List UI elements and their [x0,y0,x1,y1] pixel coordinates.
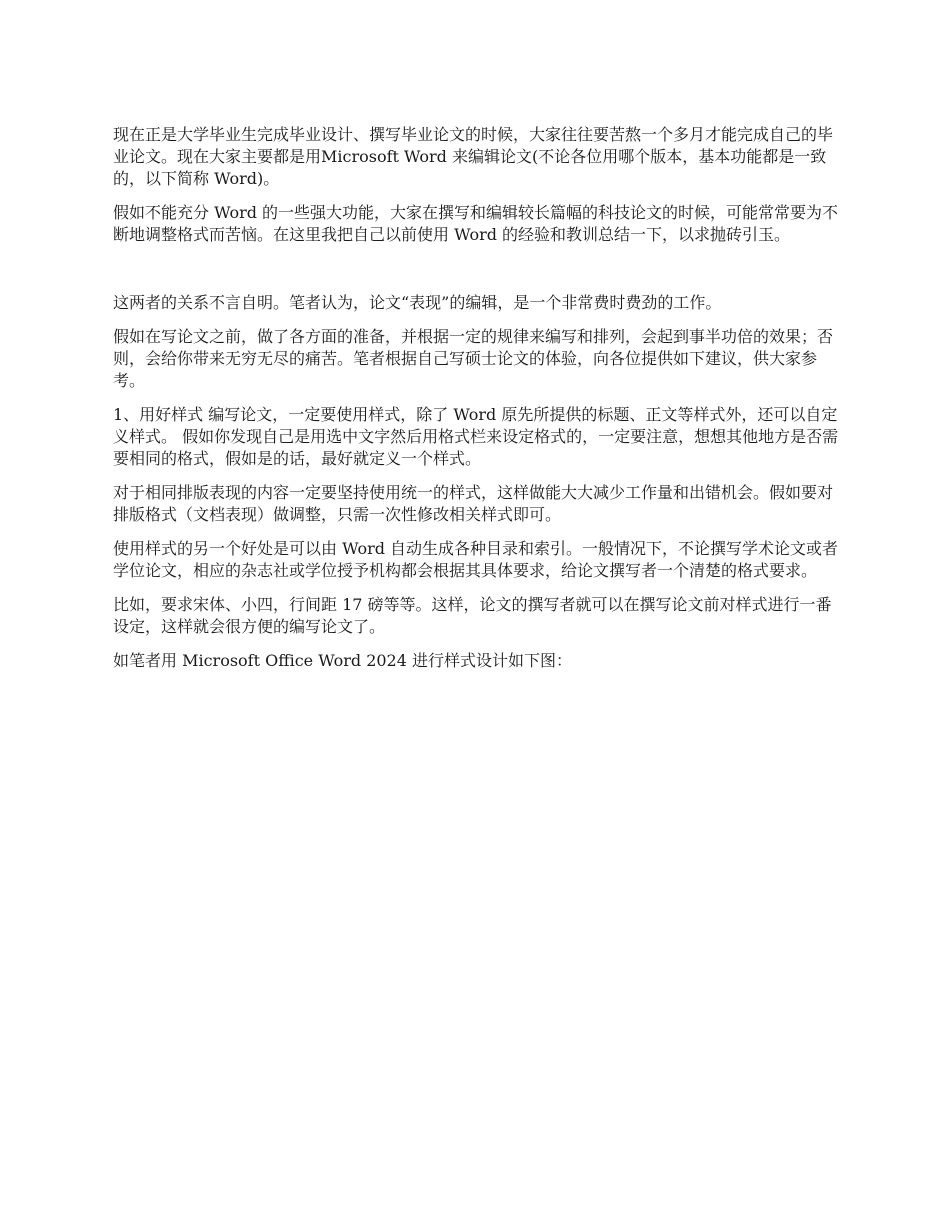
paragraph-unified-styles: 对于相同排版表现的内容一定要坚持使用统一的样式，这样做能大大减少工作量和出错机会。假如要对排版格式（文档表现）做调整，只需一次性修改相关样式即可。 [113,483,834,524]
paragraph-relationship: 这两者的关系不言自明。笔者认为，论文“表现”的编辑，是一个非常费时费劲的工作。 [113,293,722,312]
paragraph-use-styles: 1、用好样式 编写论文，一定要使用样式，除了 Word 原先所提供的标题、正文等样式外，还可以自定义样式。 假如你发现自己是用选中文字然后用格式栏来设定格式的，一定要注意，想想其他地方是否需要相同的格式，假如是的话，最好就定义一个样式。 [113,405,839,468]
paragraph-preparation: 假如在写论文之前，做了各方面的准备，并根据一定的规律来编写和排列，会起到事半功倍的效果；否则，会给你带来无穷无尽的痛苦。笔者根据自己写硕士论文的体验，向各位提供如下建议，供大家参考。 [113,327,834,390]
document-body [113,124,840,684]
paragraph-word-features: 假如不能充分 Word 的一些强大功能，大家在撰写和编辑较长篇幅的科技论文的时候，可能常常要为不断地调整格式而苦恼。在这里我把自己以前使用 Word 的经验和教训总结一下，以求抛砖引玉。 [113,203,839,244]
paragraph-spacer [113,258,840,292]
paragraph-figure-intro: 如笔者用 Microsoft Office Word 2024 进行样式设计如下图： [113,651,573,670]
paragraph-intro: 现在正是大学毕业生完成毕业设计、撰写毕业论文的时候，大家往往要苦熬一个多月才能完成自己的毕业论文。现在大家主要都是用Microsoft Word 来编辑论文(不论各位用哪个版本，基本功能都是一致的，以下简称 Word)。 [113,125,834,188]
paragraph-toc-benefit: 使用样式的另一个好处是可以由 Word 自动生成各种目录和索引。一般情况下，不论撰写学术论文或者学位论文，相应的杂志社或学位授予机构都会根据其具体要求，给论文撰写者一个清楚的格式要求。 [113,539,839,580]
paragraph-format-example: 比如，要求宋体、小四，行间距 17 磅等等。这样，论文的撰写者就可以在撰写论文前对样式进行一番设定，这样就会很方便的编写论文了。 [113,595,832,636]
